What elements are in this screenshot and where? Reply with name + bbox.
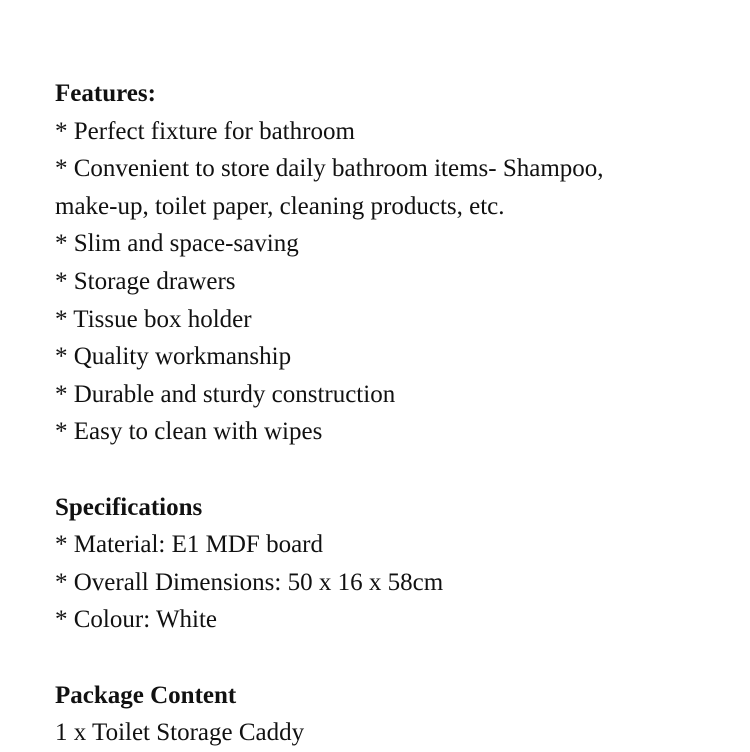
specification-item: * Material: E1 MDF board — [55, 531, 324, 559]
feature-item: * Convenient to store daily bathroom items- Shampoo, — [55, 155, 604, 183]
features-heading: Features: — [55, 80, 156, 107]
features-section — [55, 75, 715, 451]
feature-item: make-up, toilet paper, cleaning products, etc. — [55, 192, 505, 220]
feature-item: * Perfect fixture for bathroom — [55, 117, 355, 145]
feature-item: * Slim and space-saving — [55, 230, 299, 258]
section-spacer — [55, 451, 715, 489]
product-description — [55, 75, 715, 752]
feature-item: * Tissue box holder — [55, 305, 252, 333]
section-spacer — [55, 639, 715, 677]
feature-item: * Easy to clean with wipes — [55, 418, 323, 446]
specification-item: * Overall Dimensions: 50 x 16 x 58cm — [55, 568, 444, 596]
feature-item: * Durable and sturdy construction — [55, 380, 396, 408]
feature-item: * Quality workmanship — [55, 343, 292, 371]
package-content-section — [55, 677, 715, 752]
package-content-item: 1 x Toilet Storage Caddy — [55, 719, 305, 747]
specifications-heading: Specifications — [55, 493, 203, 521]
specifications-section — [55, 489, 715, 639]
specification-item: * Colour: White — [55, 606, 218, 634]
feature-item: * Storage drawers — [55, 267, 236, 295]
package-content-heading: Package Content — [55, 681, 237, 709]
